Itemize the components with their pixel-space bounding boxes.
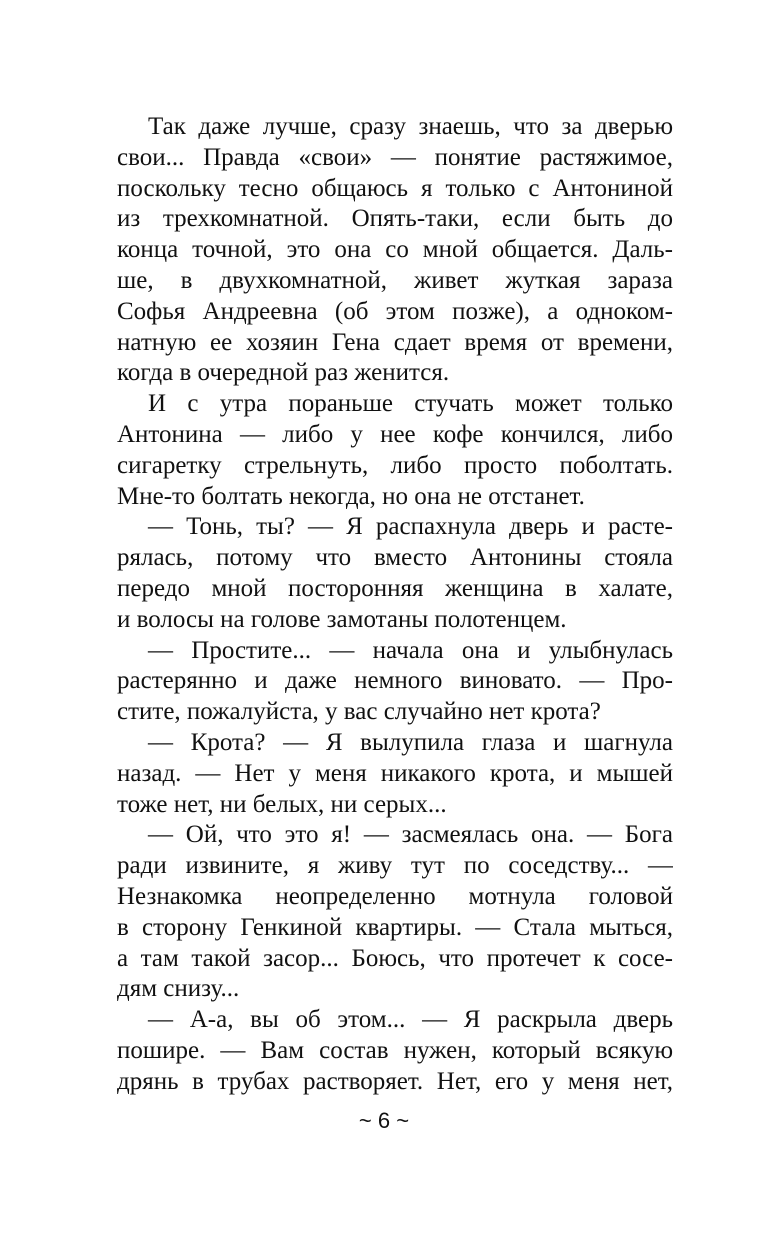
text-line: Незнакомка неопределенно мотнула головой: [117, 882, 673, 910]
text-line: когда в очередной раз женится.: [117, 359, 450, 387]
text-line: дям снизу...: [117, 975, 240, 1003]
text-line: Антонина — либо у нее кофе кончился, либо: [117, 420, 673, 448]
text-line: пошире. — Вам состав нужен, который всякую: [117, 1036, 673, 1064]
text-line: а там такой засор... Боюсь, что протечет к сосе-: [117, 944, 673, 972]
text-line: поскольку тесно общаюсь я только с Антониной: [117, 174, 673, 202]
text-line: Мне-то болтать некогда, но она не отстанет.: [117, 482, 585, 510]
text-line: Софья Андреевна (об этом позже), а одноком-: [117, 297, 673, 325]
text-line: — Тонь, ты? — Я распахнула дверь и расте-: [148, 513, 673, 541]
text-line: свои... Правда «свои» — понятие растяжимое,: [117, 143, 673, 171]
text-line: Так даже лучше, сразу знаешь, что за дверью: [148, 113, 673, 140]
text-line: растерянно и даже немного виновато. — Про-: [117, 667, 673, 695]
text-line: рялась, потому что вместо Антонины стояла: [117, 544, 673, 572]
text-line: назад. — Нет у меня никакого крота, и мышей: [117, 759, 673, 787]
text-line: — Ой, что это я! — засмеялась она. — Бога: [148, 821, 673, 849]
body-text: [117, 112, 673, 1098]
text-line: передо мной посторонняя женщина в халате,: [117, 574, 673, 602]
text-line: натную ее хозяин Гена сдает время от времени,: [117, 328, 673, 356]
text-line: из трехкомнатной. Опять-таки, если быть до: [117, 205, 673, 233]
text-line: и волосы на голове замотаны полотенцем.: [117, 605, 567, 633]
text-line: дрянь в трубах растворяет. Нет, его у меня нет,: [117, 1067, 673, 1095]
text-line: — Простите... — начала она и улыбнулась: [148, 636, 673, 664]
text-line: — А-а, вы об этом... — Я раскрыла дверь: [148, 1006, 673, 1034]
text-line: — Крота? — Я вылупила глаза и шагнула: [148, 728, 673, 756]
text-line: конца точной, это она со мной общается. Даль-: [117, 236, 673, 264]
page-number: ~ 6 ~: [358, 1108, 410, 1133]
text-line: тоже нет, ни белых, ни серых...: [117, 790, 447, 818]
text-line: ради извините, я живу тут по соседству... —: [117, 852, 673, 880]
text-line: стите, пожалуйста, у вас случайно нет крота?: [117, 698, 601, 726]
text-line: в сторону Генкиной квартиры. — Стала мыться,: [117, 913, 673, 941]
text-line: сигаретку стрельнуть, либо просто поболтать.: [117, 451, 673, 479]
text-line: И с утра пораньше стучать может только: [148, 390, 673, 418]
text-line: ше, в двухкомнатной, живет жуткая зараза: [117, 266, 673, 294]
